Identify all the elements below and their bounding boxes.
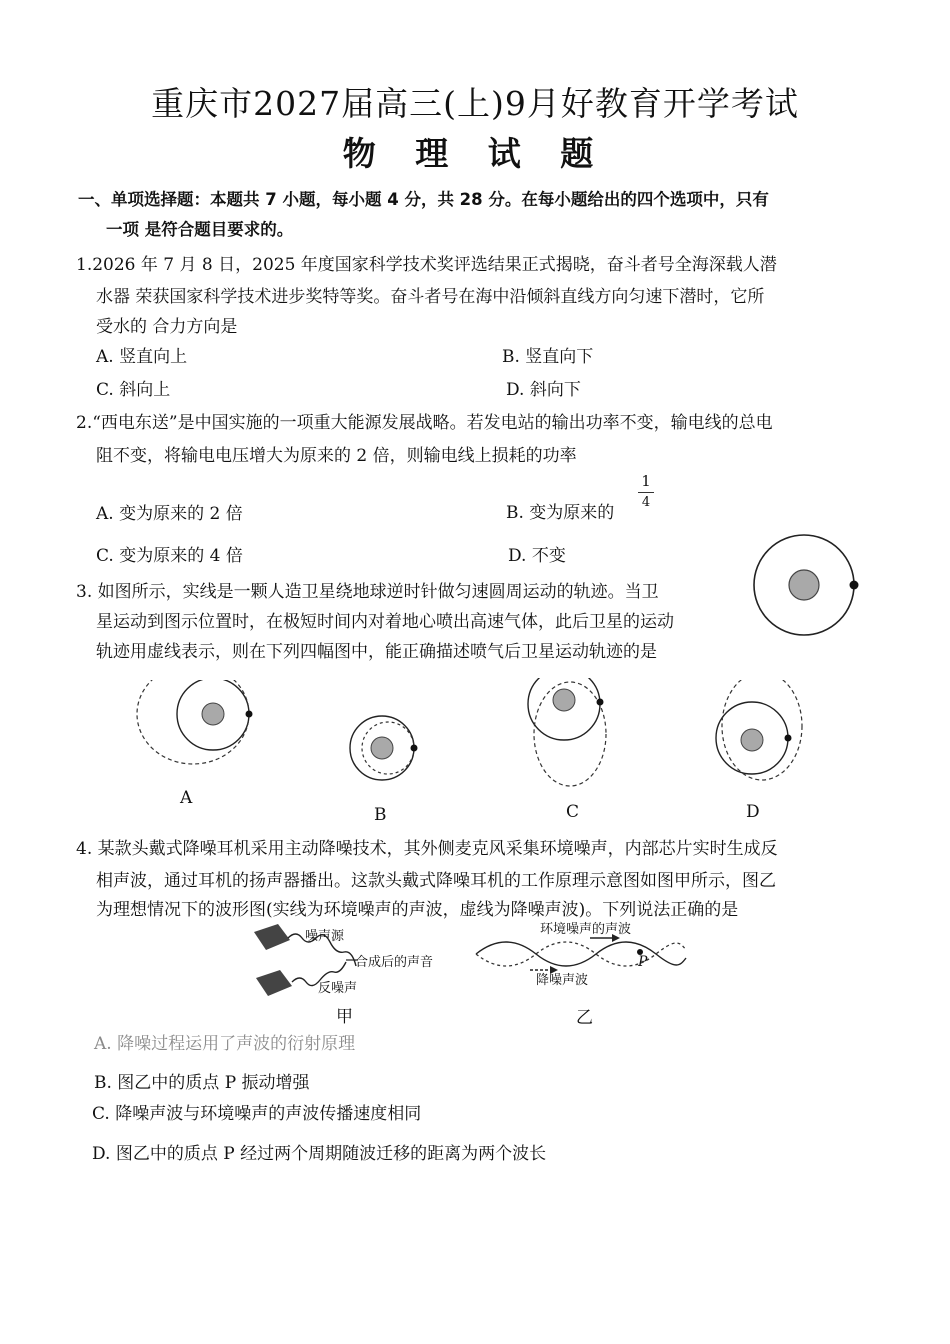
satellite-icon (850, 581, 859, 590)
q2-option-d: D. 不变 (508, 546, 566, 566)
q3-figure-d (706, 680, 806, 786)
fraction-numerator: 1 (641, 472, 651, 490)
q2-option-a: A. 变为原来的 2 倍 (96, 504, 243, 524)
label-noise-source: 噪声源 (305, 929, 345, 944)
q1-line3: 受水的 合力方向是 (96, 317, 238, 337)
caption-yi: 乙 (576, 1008, 593, 1028)
caption-jia: 甲 (336, 1007, 353, 1027)
q1-option-c: C. 斜向上 (96, 380, 171, 400)
q3-figure-a (130, 680, 260, 780)
q2-line2: 阻不变，将输电电压增大为原来的 2 倍，则输电线上损耗的功率 (96, 446, 577, 466)
q2-fraction (636, 472, 656, 510)
label-combined-sound: 合成后的声音 (355, 955, 434, 970)
q3-label-d: D (746, 802, 760, 822)
q2-option-c: C. 变为原来的 4 倍 (96, 546, 243, 566)
section-heading-line1: 一、单项选择题：本题共 7 小题，每小题 4 分，共 28 分。在每小题给出的四个选项中，只有 (78, 190, 769, 209)
earth-icon (741, 729, 763, 751)
dashed-orbit (722, 680, 802, 780)
satellite-icon (246, 711, 253, 718)
q3-figure-c (520, 678, 620, 790)
q4-option-d: D. 图乙中的质点 P 经过两个周期随波迁移的距离为两个波长 (92, 1144, 547, 1164)
anti-noise-speaker-icon (256, 970, 292, 996)
q1-option-a: A. 竖直向上 (96, 347, 188, 367)
satellite-icon (785, 735, 792, 742)
q3-label-c: C (566, 802, 580, 822)
q2-option-b: B. 变为原来的 (506, 503, 615, 523)
earth-icon (202, 703, 224, 725)
q3-main-orbit-figure (750, 530, 870, 642)
q3-line2: 星运动到图示位置时，在极短时间内对着地心喷出高速气体，此后卫星的运动 (96, 612, 674, 632)
section-heading-line2: 一项 是符合题目要求的。 (106, 220, 294, 239)
q4-option-b: B. 图乙中的质点 P 振动增强 (94, 1073, 310, 1093)
earth-icon (789, 570, 819, 600)
dashed-orbit (137, 680, 249, 764)
earth-icon (553, 689, 575, 711)
q4-line2: 相声波，通过耳机的扬声器播出。这款头戴式降噪耳机的工作原理示意图如图甲所示，图乙 (96, 871, 776, 891)
fraction-denominator: 4 (641, 495, 651, 510)
q1-option-d: D. 斜向下 (506, 380, 581, 400)
exam-title: 重庆市2027届高三(上)9月好教育开学考试 (151, 84, 799, 123)
q1-option-b: B. 竖直向下 (502, 347, 594, 367)
q3-line1: 3. 如图所示，实线是一颗人造卫星绕地球逆时针做匀速圆周运动的轨迹。当卫 (76, 582, 659, 602)
q3-label-b: B (374, 805, 387, 825)
label-env-noise-wave: 环境噪声的声波 (540, 922, 632, 937)
q4-option-c: C. 降噪声波与环境噪声的声波传播速度相同 (92, 1104, 422, 1124)
q1-line1: 1.2026 年 7 月 8 日，2025 年度国家科学技术奖评选结果正式揭晓，奋斗者号全海深载人潜 (76, 255, 777, 275)
q4-line3: 为理想情况下的波形图(实线为环境噪声的声波，虚线为降噪声波)。下列说法正确的是 (96, 900, 739, 920)
label-anc-wave: 降噪声波 (536, 973, 589, 988)
q3-figure-b (338, 712, 428, 790)
exam-subtitle: 物 理 试 题 (342, 134, 608, 173)
satellite-icon (411, 745, 418, 752)
q2-line1: 2.“西电东送”是中国实施的一项重大能源发展战略。若发电站的输出功率不变，输电线的总电 (76, 413, 773, 433)
q3-label-a: A (180, 788, 193, 808)
label-anti-noise: 反噪声 (318, 981, 358, 996)
satellite-icon (597, 699, 604, 706)
q1-line2: 水器 荣获国家科学技术进步奖特等奖。奋斗者号在海中沿倾斜直线方向匀速下潜时，它所 (96, 287, 765, 307)
label-point-p: P (638, 954, 648, 970)
noise-speaker-icon (254, 924, 290, 950)
fraction-bar (638, 492, 654, 493)
earth-icon (371, 737, 393, 759)
q3-line3: 轨迹用虚线表示，则在下列四幅图中，能正确描述喷气后卫星运动轨迹的是 (96, 642, 657, 662)
q4-option-a: A. 降噪过程运用了声波的衍射原理 (94, 1034, 356, 1054)
q4-line1: 4. 某款头戴式降噪耳机采用主动降噪技术，其外侧麦克风采集环境噪声，内部芯片实时生成反 (76, 839, 778, 859)
